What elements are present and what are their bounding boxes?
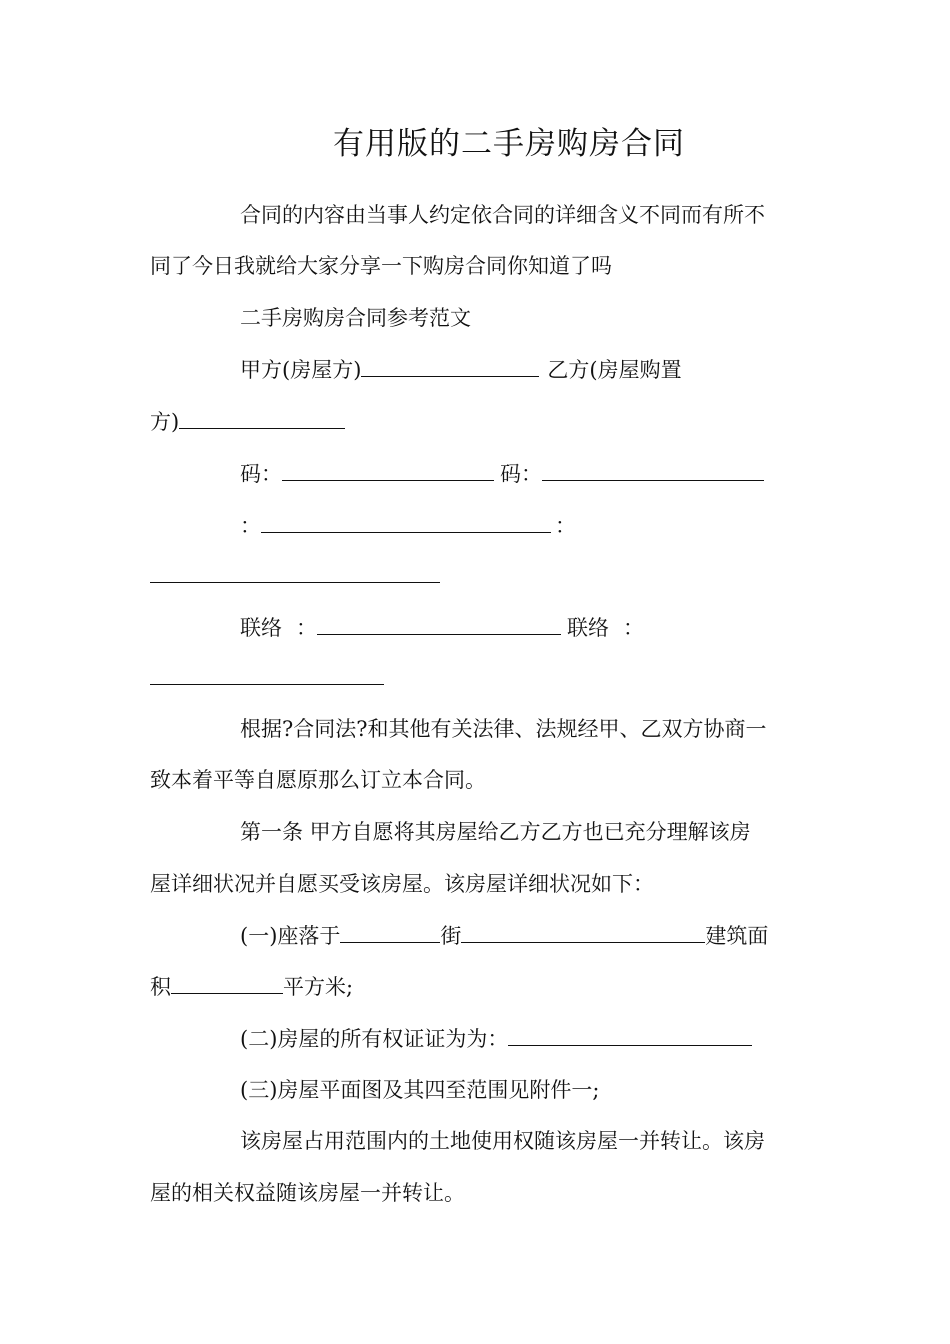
basis-line-1: 根据?合同法?和其他有关法律、法规经甲、乙双方协商一 (240, 717, 767, 741)
item1-location-blank (340, 920, 440, 943)
party-b-blank (179, 406, 345, 429)
intro-line-2: 同了今日我就给大家分享一下购房合同你知道了吗 (150, 254, 612, 278)
contact-b-line (150, 662, 384, 693)
code-a-label: 码： (240, 462, 282, 486)
land-line-1: 该房屋占用范围内的土地使用权随该房屋一并转让。该房 (240, 1129, 765, 1153)
party-b-cont: 方) (150, 410, 180, 434)
party-a-label: 甲方(房屋方) (240, 358, 362, 382)
contact-line (240, 612, 644, 643)
item3-line: (三)房屋平面图及其四至范围见附件一; (240, 1078, 600, 1102)
item1-area-line (150, 971, 353, 1002)
item2-blank (508, 1023, 752, 1046)
land-line-2: 屋的相关权益随该房屋一并转让。 (150, 1181, 465, 1205)
contact-a-label: 联络 (240, 616, 282, 640)
contact-b-colon: ： (623, 616, 644, 640)
basis-line-2: 致本着平等自愿原那么订立本合同。 (150, 768, 486, 792)
item2-label: (二)房屋的所有权证证为为： (240, 1027, 509, 1051)
item1-line (240, 920, 768, 951)
party-b-line (150, 406, 345, 437)
parties-line (240, 354, 682, 385)
colon-a-label: ： (240, 514, 261, 538)
contact-b-label: 联络 (567, 616, 609, 640)
article1-line-2: 屋详细状况并自愿买受该房屋。该房屋详细状况如下： (150, 872, 654, 896)
party-a-blank (361, 354, 539, 377)
party-b-label: 乙方(房屋购置 (547, 358, 682, 382)
contact-a-colon: ： (296, 616, 317, 640)
item2-line (240, 1023, 752, 1054)
colon-line (240, 510, 576, 541)
document-title: 有用版的二手房购房合同 (333, 126, 685, 162)
item1-street-blank (461, 920, 705, 943)
code-a-blank (282, 458, 494, 481)
colon-b-label: ： (555, 514, 576, 538)
item1-street-label: 街 (440, 924, 462, 948)
subtitle: 二手房购房合同参考范文 (240, 306, 471, 330)
item1-area-unit: 平方米; (283, 975, 354, 999)
item1-area-blank (171, 971, 283, 994)
contact-a-blank (317, 612, 561, 635)
item1-area-label: 建筑面 (705, 924, 769, 948)
colon-b-blank (150, 560, 440, 583)
colon-b-line (150, 560, 440, 591)
item1-location-label: (一)座落于 (240, 924, 341, 948)
article1-line-1: 第一条 甲方自愿将其房屋给乙方乙方也已充分理解该房 (240, 820, 751, 844)
code-line (240, 458, 764, 489)
code-b-label: 码： (500, 462, 542, 486)
colon-a-blank (261, 510, 551, 533)
code-b-blank (542, 458, 764, 481)
contact-b-blank (150, 662, 384, 685)
intro-line-1: 合同的内容由当事人约定依合同的详细含义不同而有所不 (240, 203, 765, 227)
item1-area-cont: 积 (150, 975, 171, 999)
